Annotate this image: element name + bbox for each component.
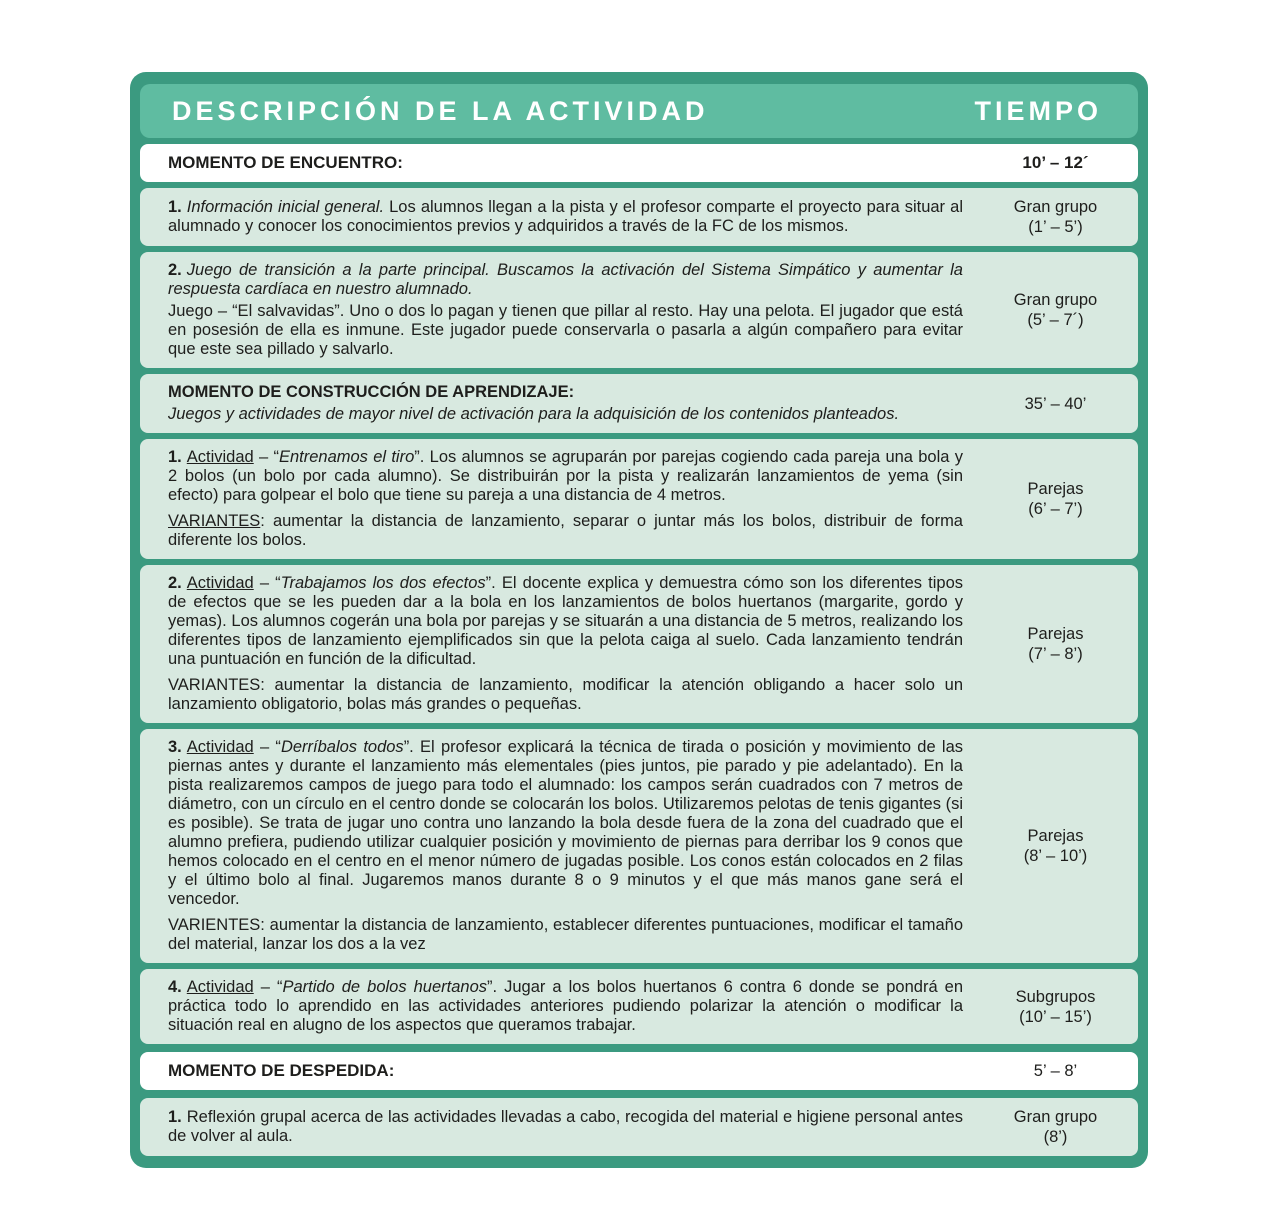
item-body: ”. El profesor explicará la técnica de tirada o posición y movimiento de las piernas antes y durante el lanzamiento más elementales (pies juntos, pie parado y pie adelantado). En la pista realizaremos campos de juego para todo el alumnado: los campos serán cuadrados con 7 metros de diámetro, con un círculo en el centro donde se colocarán los bolos. Utilizaremos pelotas de tenis gigantes (si es posible). Se trata de jugar uno contra uno lanzando la bola desde fuera de la zona del cuadrado que el alumno prefiera, pudiendo utilizar cualquier posición y movimiento de piernas para derribar los 9 conos que hemos colocado en el centro en el menor número de jugadas posible. Los conos están colocados en 2 filas y el último bolo al final. Jugaremos manos durante 8 o 9 minutos y el que más manos gane será el vencedor. [168, 738, 964, 908]
item-number: 1. [168, 1108, 182, 1126]
item-time-cell [973, 197, 1138, 237]
variants-body: VARIANTES: aumentar la distancia de lanzamiento, modificar la atención obligando a hacer solo un lanzamiento obligatorio, bolas más grandes o pequeñas. [168, 676, 963, 713]
time-value: (8’ – 10’) [1023, 847, 1088, 865]
group-label: Subgrupos [1015, 987, 1096, 1006]
item-text-cell [140, 738, 973, 954]
item-paragraph [168, 738, 963, 909]
item-body: ”. Los alumnos se agruparán por parejas cogiendo cada pareja una bola y 2 bolos (un bolo por cada alumno). Se distribuirán por la pista y realizarán lanzamientos de yema (sin efecto) para golpear el bolo que tiene su pareja a una distancia de 4 metros. [168, 448, 963, 504]
variants-paragraph [168, 676, 963, 714]
item-paragraph [168, 302, 963, 359]
activity-row-4 [140, 969, 1138, 1044]
variants-label: VARIANTES [168, 512, 261, 530]
item-number: 4. [168, 978, 182, 996]
item-paragraph [168, 1108, 963, 1146]
activity-label: Actividad [186, 448, 254, 466]
item-time-cell [973, 987, 1138, 1027]
item-text-cell [140, 198, 973, 236]
activity-row-2 [140, 565, 1138, 723]
activity-label: Actividad [186, 738, 254, 756]
item-paragraph [168, 978, 963, 1035]
item-number: 2. [168, 261, 182, 279]
item-text-cell [140, 978, 973, 1035]
item-body: Reflexión grupal acerca de las actividades llevadas a cabo, recogida del material e higiene personal antes de volver al aula. [168, 1108, 963, 1145]
group-label: Parejas [1027, 480, 1084, 498]
item-time-cell [973, 826, 1138, 866]
activity-title: Trabajamos los dos efectos [280, 574, 486, 592]
time-value: (6’ – 7’) [1028, 500, 1083, 518]
item-paragraph [168, 448, 963, 505]
item-time-cell [973, 624, 1138, 664]
group-label: Gran grupo [1013, 1108, 1098, 1126]
item-body: ”. El docente explica y demuestra cómo son los diferentes tipos de efectos que se les pueden dar a la bola en los lanzamientos de bolos huertanos (margarite, gordo y yemas). Los alumnos cogerán una bola por parejas y se situarán a una distancia de 5 metros, realizando los diferentes tipos de lanzamiento ejemplificados sin que la pelota caiga al suelo. Cada lanzamiento tendrán una puntuación en función de la dificultad. [168, 574, 964, 668]
item-body: Juego – “El salvavidas”. Uno o dos lo pagan y tienen que pillar al resto. Hay una pelota. El jugador que está en posesión de ella es inmune. Este jugador puede conservarla o pasarla a algún compañero para evitar que este sea pillado y salvarlo. [168, 302, 963, 358]
section-title-cell [140, 383, 973, 424]
group-label: Gran grupo [1013, 291, 1098, 309]
column-header-time: TIEMPO [974, 95, 1102, 126]
section-time: 10’ – 12´ [1022, 153, 1089, 172]
group-label: Parejas [1027, 625, 1084, 643]
separator: – “ [253, 574, 281, 592]
separator: – “ [253, 448, 279, 466]
section-subtitle-paragraph [168, 405, 963, 424]
activity-label: Actividad [186, 574, 254, 592]
item-text-cell [140, 261, 973, 359]
time-value: (10’ – 15’) [1019, 1007, 1092, 1026]
item-paragraph [168, 261, 963, 299]
time-value: (8’) [1043, 1128, 1068, 1146]
item-lead-italic: Información inicial general. [186, 198, 385, 216]
group-label: Parejas [1027, 827, 1084, 845]
group-label: Gran grupo [1013, 198, 1098, 216]
item-number: 1. [168, 448, 182, 466]
despedida-item-1 [140, 1098, 1138, 1156]
section-title: MOMENTO DE CONSTRUCCIÓN DE APRENDIZAJE: [168, 383, 575, 401]
item-time-cell [973, 1107, 1138, 1147]
time-value: (7’ – 8’) [1028, 645, 1083, 663]
section-title-paragraph [168, 383, 963, 402]
section-title-cell [140, 153, 973, 173]
separator: – “ [253, 978, 283, 996]
activity-title: Partido de bolos huertanos [282, 978, 487, 996]
section-title: MOMENTO DE DESPEDIDA: [168, 1061, 395, 1080]
section-title-cell [140, 1061, 973, 1081]
activity-row-3 [140, 729, 1138, 963]
item-paragraph [168, 198, 963, 236]
variants-paragraph [168, 916, 963, 954]
section-header-encuentro [140, 144, 1138, 182]
activity-title: Entrenamos el tiro [278, 448, 415, 466]
separator: – “ [253, 738, 281, 756]
variants-body: : aumentar la distancia de lanzamiento, separar o juntar más los bolos, distribuir de forma diferente los bolos. [168, 512, 963, 549]
item-text-cell [140, 1108, 973, 1146]
section-time: 5’ – 8’ [1033, 1062, 1078, 1080]
activity-row-1 [140, 439, 1138, 559]
item-text-cell [140, 574, 973, 714]
activity-label: Actividad [186, 978, 254, 996]
item-time-cell [973, 290, 1138, 330]
item-number: 3. [168, 738, 182, 756]
item-body: Los alumnos llegan a la pista y el profesor comparte el proyecto para situar al alumnado y conocer los conocimientos previos y adquiridos a través de la FC de los mismos. [168, 198, 963, 235]
item-number: 2. [168, 574, 182, 592]
encuentro-item-2 [140, 252, 1138, 368]
item-body: ”. Jugar a los bolos huertanos 6 contra 6 donde se pondrá en práctica todo lo aprendido en las actividades anteriores pudiendo polarizar la atención o modificar la situación real en alugno de los aspectos que queramos trabajar. [168, 978, 964, 1034]
item-time-cell [973, 479, 1138, 519]
activity-plan-table [130, 72, 1148, 1168]
column-header-description: DESCRIPCIÓN DE LA ACTIVIDAD [172, 95, 709, 126]
item-number: 1. [168, 198, 182, 216]
item-lead-italic: Juego de transición a la parte principal. Buscamos la activación del Sistema Simpático y aumentar la respuesta cardíaca en nuestro alumnado. [168, 261, 963, 298]
table-header-row [140, 84, 1138, 138]
activity-title: Derríbalos todos [280, 738, 404, 756]
section-title: MOMENTO DE ENCUENTRO: [168, 153, 403, 172]
time-value: (1’ – 5’) [1028, 218, 1083, 236]
section-subtitle: Juegos y actividades de mayor nivel de activación para la adquisición de los contenidos planteados. [168, 405, 900, 423]
variants-paragraph [168, 512, 963, 550]
encuentro-item-1 [140, 188, 1138, 246]
variants-body: VARIENTES: aumentar la distancia de lanzamiento, establecer diferentes puntuaciones, modificar el tamaño del material, lanzar los dos a la vez [168, 916, 963, 953]
item-text-cell [140, 448, 973, 550]
section-header-despedida [140, 1052, 1138, 1090]
time-value: (5’ – 7´) [1027, 311, 1084, 329]
section-time: 35’ – 40’ [1024, 394, 1087, 413]
item-paragraph [168, 574, 963, 669]
section-header-construccion [140, 374, 1138, 433]
